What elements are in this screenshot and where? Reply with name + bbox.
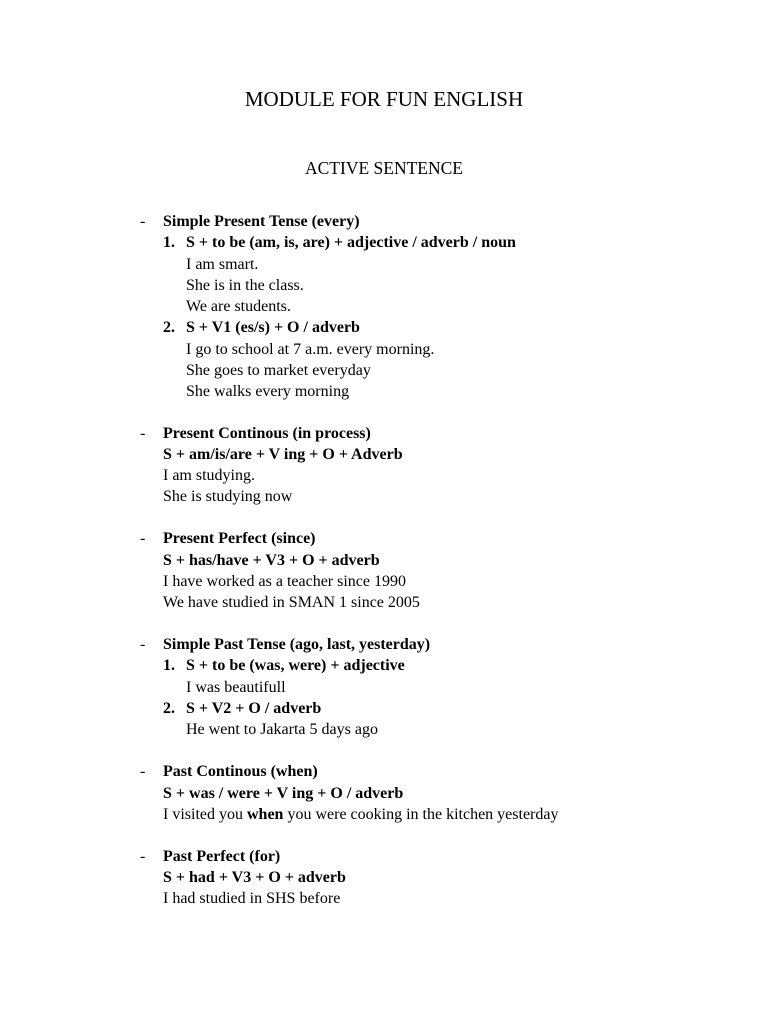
example-sentence: I have worked as a teacher since 1990: [163, 573, 406, 590]
bullet-dash: -: [140, 636, 146, 653]
example-sentence: She walks every morning: [186, 383, 350, 400]
formula: S + to be (am, is, are) + adjective / adverb / noun: [186, 234, 516, 251]
bullet-dash: -: [140, 763, 146, 780]
section-heading: Present Continous (in process): [163, 425, 371, 442]
list-number: 1.: [163, 657, 175, 674]
formula: S + V2 + O / adverb: [186, 700, 322, 717]
example-text: I visited you: [163, 806, 247, 823]
formula: S + am/is/are + V ing + O + Adverb: [163, 446, 403, 463]
formula: S + to be (was, were) + adjective: [186, 657, 405, 674]
formula: S + had + V3 + O + adverb: [163, 869, 346, 886]
bullet-dash: -: [140, 213, 146, 230]
formula: S + has/have + V3 + O + adverb: [163, 552, 380, 569]
example-sentence: We are students.: [186, 298, 291, 315]
bullet-dash: -: [140, 848, 146, 865]
section-heading: Simple Present Tense (every): [163, 213, 360, 230]
bullet-dash: -: [140, 425, 146, 442]
formula: S + was / were + V ing + O / adverb: [163, 785, 404, 802]
example-sentence: She is in the class.: [186, 277, 304, 294]
example-sentence: He went to Jakarta 5 days ago: [186, 721, 378, 738]
page-title: MODULE FOR FUN ENGLISH: [244, 87, 524, 111]
page-subtitle: ACTIVE SENTENCE: [305, 158, 463, 178]
example-sentence: [163, 804, 558, 825]
example-sentence: We have studied in SMAN 1 since 2005: [163, 594, 420, 611]
list-number: 2.: [163, 700, 175, 717]
example-sentence: I had studied in SHS before: [163, 890, 341, 907]
section-heading: Past Continous (when): [163, 763, 318, 780]
list-number: 2.: [163, 319, 175, 336]
example-sentence: I am studying.: [163, 467, 255, 484]
formula: S + V1 (es/s) + O / adverb: [186, 319, 360, 336]
example-text: you were cooking in the kitchen yesterday: [283, 806, 559, 823]
example-sentence: She is studying now: [163, 488, 293, 505]
example-sentence: I go to school at 7 a.m. every morning.: [186, 341, 435, 358]
section-heading: Present Perfect (since): [163, 530, 316, 547]
section-heading: Simple Past Tense (ago, last, yesterday): [163, 636, 431, 653]
example-sentence: I am smart.: [186, 256, 259, 273]
bullet-dash: -: [140, 530, 146, 547]
list-number: 1.: [163, 234, 175, 251]
example-sentence: She goes to market everyday: [186, 362, 371, 379]
example-sentence: I was beautifull: [186, 679, 286, 696]
keyword-when: when: [247, 806, 284, 823]
section-heading: Past Perfect (for): [163, 848, 281, 865]
